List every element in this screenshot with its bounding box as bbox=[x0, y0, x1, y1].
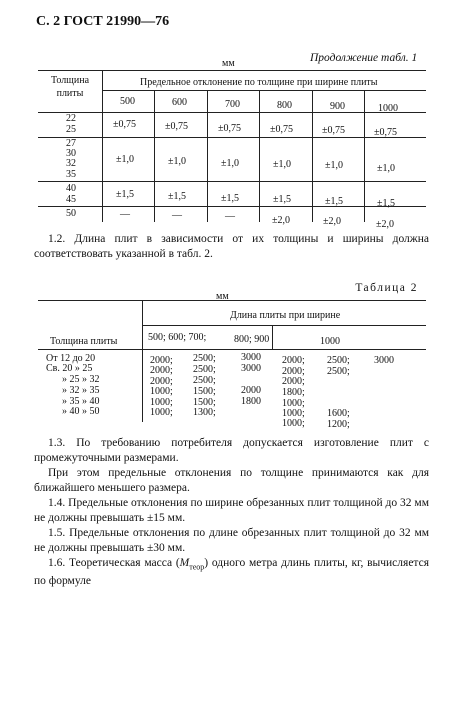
page-header: С. 2 ГОСТ 21990—76 bbox=[36, 14, 170, 29]
deviation-cell: ±2,0 bbox=[323, 216, 341, 227]
width-header: 600 bbox=[172, 97, 187, 108]
deviation-cell: ±2,0 bbox=[376, 219, 394, 230]
table1-caption: Продолжение табл. 1 bbox=[310, 52, 418, 64]
table2-header-bottom bbox=[38, 349, 426, 350]
deviation-cell: ±1,0 bbox=[377, 163, 395, 174]
length-cell: 2000; bbox=[150, 376, 173, 387]
width-header: 900 bbox=[330, 101, 345, 112]
thickness-cell: 50 bbox=[66, 208, 76, 219]
table1-col-line bbox=[154, 90, 155, 222]
table2-header-rule bbox=[142, 325, 426, 326]
thickness-cell: 32 bbox=[66, 158, 76, 169]
thickness-cell: 22 bbox=[66, 113, 76, 124]
length-cell: 2000; bbox=[282, 366, 305, 377]
table2-divider bbox=[142, 300, 143, 422]
length-cell: 2500; bbox=[193, 375, 216, 386]
length-cell: 2000; bbox=[282, 376, 305, 387]
length-cell: 1800 bbox=[241, 396, 261, 407]
deviation-cell: ±1,5 bbox=[273, 194, 291, 205]
deviation-cell: ±1,5 bbox=[116, 189, 134, 200]
deviation-cell: ±0,75 bbox=[322, 125, 345, 136]
deviation-cell: ±0,75 bbox=[165, 121, 188, 132]
length-cell: 1000; bbox=[282, 418, 305, 429]
deviation-cell: ±1,0 bbox=[168, 156, 186, 167]
paragraph-1-3: 1.3. По требованию потребителя допускается изготовление плит с промежуточными размерами. bbox=[34, 437, 429, 464]
table2-group-header: Длина плиты при ширине bbox=[230, 310, 341, 321]
length-cell: 2500; bbox=[327, 355, 350, 366]
deviation-cell: — bbox=[120, 209, 130, 220]
table1-col-line bbox=[364, 90, 365, 222]
paragraph-1-2-text: 1.2. Длина плит в зависимости от их толщины и ширины должна соответствовать указанной в табл. 2. bbox=[34, 233, 429, 260]
table1-row-rule bbox=[38, 206, 426, 207]
table2-subheader: 800; 900 bbox=[234, 334, 270, 345]
table2-subheader: 1000 bbox=[320, 336, 340, 347]
width-header: 500 bbox=[120, 96, 135, 107]
length-cell: 2000; bbox=[150, 365, 173, 376]
deviation-cell: ±1,0 bbox=[273, 159, 291, 170]
width-header: 1000 bbox=[378, 103, 398, 114]
length-cell: 1000; bbox=[282, 408, 305, 419]
deviation-cell: — bbox=[172, 210, 182, 221]
deviation-cell: ±0,75 bbox=[374, 127, 397, 138]
table1-unit: мм bbox=[222, 58, 235, 69]
deviation-cell: ±1,0 bbox=[221, 158, 239, 169]
table1-top-rule bbox=[38, 70, 426, 71]
thickness-cell: 40 bbox=[66, 183, 76, 194]
table1-col-line bbox=[312, 90, 313, 222]
deviation-cell: ±1,5 bbox=[325, 196, 343, 207]
length-cell: 1600; bbox=[327, 408, 350, 419]
table2-thickness-header: Толщина плиты bbox=[50, 336, 118, 347]
width-header: 800 bbox=[277, 100, 292, 111]
table1-col-line bbox=[259, 90, 260, 222]
length-cell: 1500; bbox=[193, 386, 216, 397]
table2-unit: мм bbox=[216, 291, 229, 302]
table1-group-header: Предельное отклонение по толщине при ширине плиты bbox=[140, 77, 378, 88]
length-cell: 1000; bbox=[150, 386, 173, 397]
paragraph-1-5: 1.5. Предельные отклонения по длине обрезанных плит толщиной до 32 мм не должны превышать ±30 мм. bbox=[34, 527, 429, 554]
thickness-range: » 40 » 50 bbox=[62, 406, 100, 417]
paragraph-1-2 bbox=[34, 232, 429, 262]
table1-thickness-header: Толщина плиты bbox=[50, 75, 90, 99]
table1-row-rule bbox=[38, 112, 426, 113]
thickness-cell: 45 bbox=[66, 194, 76, 205]
table1-row-rule bbox=[38, 137, 426, 138]
length-cell: 1000; bbox=[282, 398, 305, 409]
length-cell: 2500; bbox=[193, 364, 216, 375]
length-cell: 1000; bbox=[150, 407, 173, 418]
paragraph-1-6-end: ) одного метра длинь плиты, кг, вычисляется по формуле bbox=[34, 557, 429, 588]
length-cell: 1500; bbox=[193, 397, 216, 408]
deviation-cell: ±0,75 bbox=[270, 124, 293, 135]
table2-top-rule bbox=[38, 300, 426, 301]
deviation-cell: ±0,75 bbox=[218, 123, 241, 134]
table2-col-line bbox=[272, 325, 273, 349]
thickness-cell: 30 bbox=[66, 148, 76, 159]
deviation-cell: ±1,5 bbox=[377, 198, 395, 209]
thickness-range: » 35 » 40 bbox=[62, 396, 100, 407]
length-cell: 2500; bbox=[193, 353, 216, 364]
mass-symbol: M bbox=[179, 557, 190, 569]
length-cell: 1200; bbox=[327, 419, 350, 430]
table2-subheader: 500; 600; 700; bbox=[148, 332, 207, 343]
table1-row-rule bbox=[38, 181, 426, 182]
paragraphs-1-3-to-1-6 bbox=[34, 436, 429, 589]
thickness-range: Св. 20 » 25 bbox=[46, 363, 93, 374]
paragraph-1-3-note: При этом предельные отклонения по толщине принимаются как для ближайшего меньшего размера. bbox=[34, 467, 429, 494]
table1-divider bbox=[102, 70, 103, 222]
deviation-cell: — bbox=[225, 211, 235, 222]
deviation-cell: ±2,0 bbox=[272, 215, 290, 226]
mass-subscript: теор bbox=[189, 562, 205, 572]
thickness-range: От 12 до 20 bbox=[46, 353, 96, 364]
length-cell: 1000; bbox=[150, 397, 173, 408]
table1-header-rule bbox=[102, 90, 426, 91]
length-cell: 3000 bbox=[374, 355, 394, 366]
paragraph-1-6 bbox=[34, 556, 429, 589]
deviation-cell: ±0,75 bbox=[113, 119, 136, 130]
length-cell: 1800; bbox=[282, 387, 305, 398]
thickness-cell: 35 bbox=[66, 169, 76, 180]
paragraph-1-4: 1.4. Предельные отклонения по ширине обрезанных плит толщиной до 32 мм не должны превышать ±15 мм. bbox=[34, 497, 429, 524]
length-cell: 1300; bbox=[193, 407, 216, 418]
deviation-cell: ±1,0 bbox=[325, 160, 343, 171]
thickness-range: » 32 » 35 bbox=[62, 385, 100, 396]
length-cell: 2000; bbox=[282, 355, 305, 366]
length-cell: 3000 bbox=[241, 363, 261, 374]
deviation-cell: ±1,5 bbox=[168, 191, 186, 202]
thickness-cell: 27 bbox=[66, 138, 76, 149]
length-cell: 2000 bbox=[241, 385, 261, 396]
thickness-range: » 25 » 32 bbox=[62, 374, 100, 385]
paragraph-1-6-start: 1.6. Теоретическая масса ( bbox=[48, 557, 180, 569]
table2-caption: Таблица 2 bbox=[355, 282, 418, 294]
deviation-cell: ±1,5 bbox=[221, 193, 239, 204]
length-cell: 2000; bbox=[150, 355, 173, 366]
width-header: 700 bbox=[225, 99, 240, 110]
table1-col-line bbox=[207, 90, 208, 222]
deviation-cell: ±1,0 bbox=[116, 154, 134, 165]
length-cell: 2500; bbox=[327, 366, 350, 377]
thickness-cell: 25 bbox=[66, 124, 76, 135]
length-cell: 3000 bbox=[241, 352, 261, 363]
